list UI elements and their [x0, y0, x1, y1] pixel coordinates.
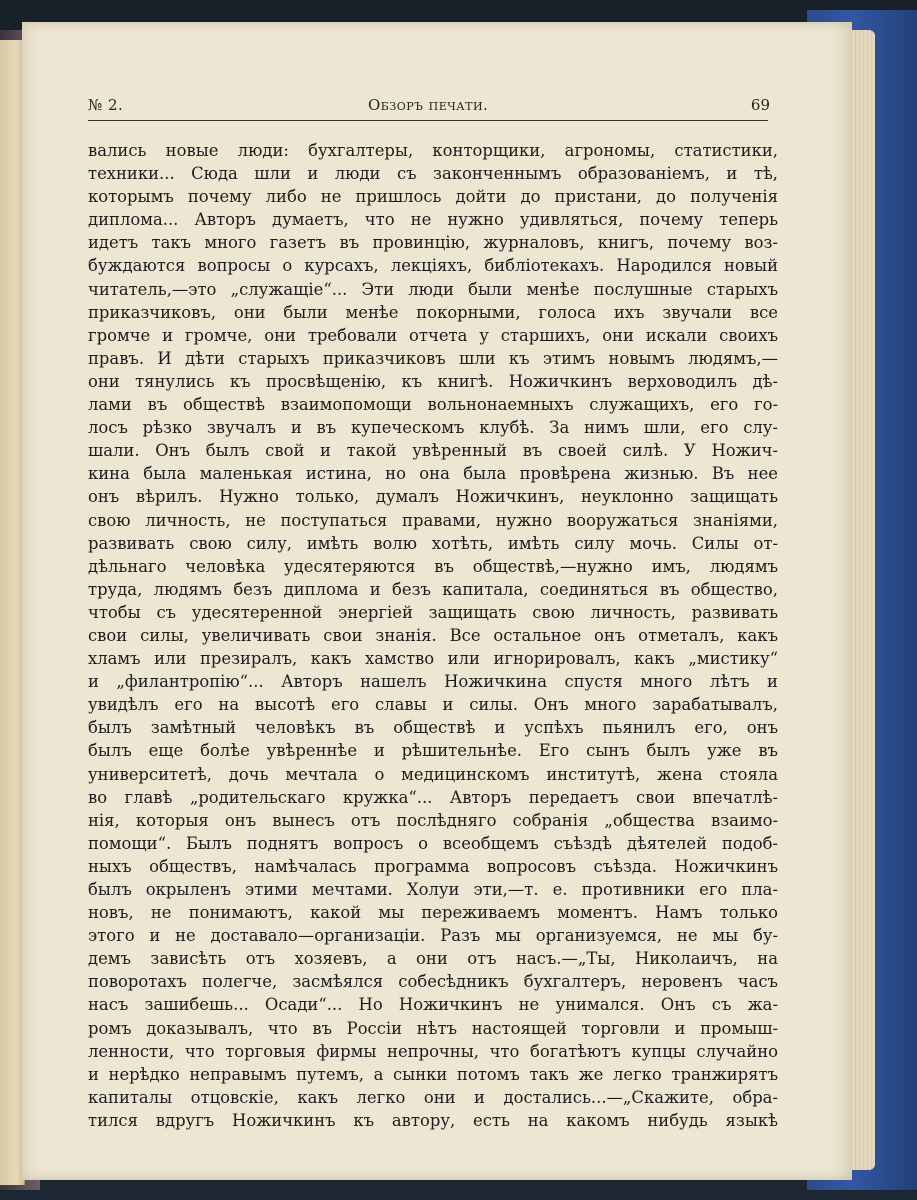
- text-line: поворотахъ полегче, засмѣялся собесѣдникъ бухгалтеръ, неровенъ часъ: [88, 972, 778, 992]
- text-line: онъ вѣрилъ. Нужно только, думалъ Ножичкинъ, неуклонно защищать: [88, 487, 778, 507]
- text-line: читатель,—это „служащіе“... Эти люди были менѣе послушные старыхъ: [88, 279, 778, 299]
- text-line: свою личность, не поступаться правами, нужно вооружаться знаніями,: [88, 510, 778, 530]
- text-line: помощи“. Былъ поднятъ вопросъ о всеобщемъ съѣздѣ дѣятелей подоб-: [88, 833, 778, 853]
- page-header: [88, 96, 778, 120]
- text-line: идетъ такъ много газетъ въ провинцію, журналовъ, книгъ, почему воз-: [88, 233, 778, 253]
- text-line: и „филантропію“... Авторъ нашелъ Ножичкина спустя много лѣтъ и: [88, 672, 778, 692]
- text-line: ныхъ обществъ, намѣчалась программа вопросовъ съѣзда. Ножичкинъ: [88, 856, 778, 876]
- running-title: Обзоръ печати.: [368, 96, 489, 114]
- text-line: ромъ доказывалъ, что въ Россіи нѣтъ настоящей торговли и промыш-: [88, 1018, 778, 1038]
- text-line: вались новые люди: бухгалтеры, конторщики, агрономы, статистики,: [88, 141, 778, 160]
- text-line: этого и не доставало—организаціи. Разъ мы организуемся, не мы бу-: [88, 926, 778, 946]
- text-line: былъ замѣтный человѣкъ въ обществѣ и успѣхъ пьянилъ его, онъ: [88, 718, 778, 738]
- text-line: былъ окрыленъ этими мечтами. Холуи эти,—т. е. противники его пла-: [88, 880, 778, 899]
- text-line: и нерѣдко неправымъ путемъ, а сынки потомъ такъ же легко транжирятъ: [88, 1064, 778, 1084]
- text-line: которымъ почему либо не пришлось дойти до пристани, до полученія: [88, 187, 778, 207]
- page-number: 69: [750, 96, 770, 114]
- text-line: шали. Онъ былъ свой и такой увѣренный въ своей силѣ. У Ножич-: [88, 441, 778, 461]
- text-line: университетѣ, дочь мечтала о медицинскомъ институтѣ, жена стояла: [88, 764, 778, 784]
- text-line: свои силы, увеличивать свои знанія. Все остальное онъ отметалъ, какъ: [88, 625, 778, 645]
- issue-number: № 2.: [88, 96, 124, 114]
- text-line: былъ еще болѣе увѣреннѣе и рѣшительнѣе. Его сынъ былъ уже въ: [88, 741, 778, 761]
- header-rule: [88, 120, 768, 121]
- text-line: правъ. И дѣти старыхъ приказчиковъ шли къ этимъ новымъ людямъ,—: [88, 348, 778, 368]
- text-line: чтобы съ удесятеренной энергіей защищать свою личность, развивать: [88, 602, 778, 622]
- text-line: хламъ или презиралъ, какъ хамство или игнорировалъ, какъ „мистику“: [88, 649, 778, 669]
- text-line: развивать свою силу, имѣть волю хотѣть, имѣть силу мочь. Силы от-: [88, 533, 778, 553]
- text-line: они тянулись къ просвѣщенію, къ книгѣ. Ножичкинъ верховодилъ дѣ-: [88, 371, 778, 391]
- text-line: ленности, что торговыя фирмы непрочны, что богатѣютъ купцы случайно: [88, 1041, 778, 1061]
- text-line: приказчиковъ, они были менѣе покорными, голоса ихъ звучали все: [88, 302, 778, 322]
- text-line: тился вдругъ Ножичкинъ къ автору, есть на какомъ нибудь языкѣ: [88, 1110, 778, 1130]
- text-line: насъ зашибешь... Осади“... Но Ножичкинъ не унимался. Онъ съ жа-: [88, 995, 778, 1015]
- text-line: капиталы отцовскіе, какъ легко они и достались...—„Скажите, обра-: [88, 1087, 778, 1107]
- text-line: труда, людямъ безъ диплома и безъ капитала, соединяться въ общество,: [88, 579, 778, 599]
- text-line: громче и громче, они требовали отчета у старшихъ, они искали своихъ: [88, 325, 778, 345]
- text-line: техники... Сюда шли и люди съ законченнымъ образованіемъ, и тѣ,: [88, 164, 778, 184]
- text-line: новъ, не понимаютъ, какой мы переживаемъ моментъ. Намъ только: [88, 903, 778, 923]
- text-line: лосъ рѣзко звучалъ и въ купеческомъ клубѣ. За нимъ шли, его слу-: [88, 418, 778, 438]
- text-line: лами въ обществѣ взаимопомощи вольнонаемныхъ служащихъ, его го-: [88, 395, 778, 415]
- text-line: диплома... Авторъ думаетъ, что не нужно удивляться, почему теперь: [88, 210, 778, 230]
- text-line: дѣльнаго человѣка удесятеряются въ обществѣ,—нужно имъ, людямъ: [88, 556, 778, 576]
- body-text: [88, 139, 778, 1132]
- text-line: демъ зависѣть отъ хозяевъ, а они отъ насъ.—„Ты, Николаичъ, на: [88, 949, 778, 969]
- text-line: буждаются вопросы о курсахъ, лекціяхъ, библіотекахъ. Народился новый: [88, 256, 778, 276]
- text-line: во главѣ „родительскаго кружка“... Авторъ передаетъ свои впечатлѣ-: [88, 787, 778, 807]
- text-line: увидѣлъ его на высотѣ его славы и силы. Онъ много зарабатывалъ,: [88, 695, 778, 715]
- text-line: кина была маленькая истина, но она была провѣрена жизнью. Въ нее: [88, 464, 778, 484]
- text-line: нія, которыя онъ вынесъ отъ послѣдняго собранія „общества взаимо-: [88, 810, 778, 830]
